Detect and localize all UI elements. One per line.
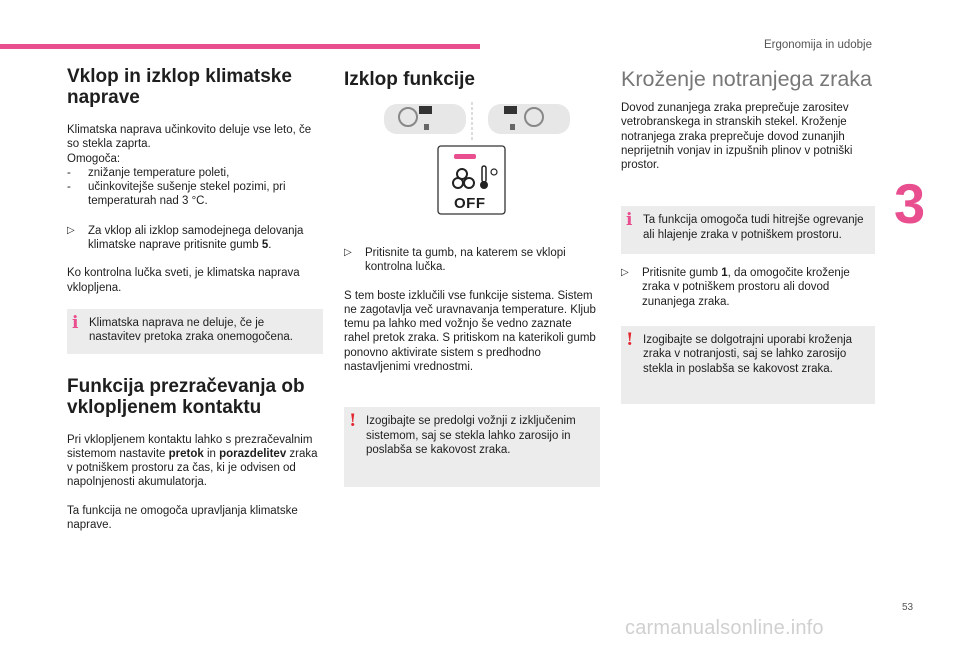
warning-note: ! Izogibajte se predolgi vožnji z izključenim sistemom, saj se stekla lahko zarosijo in poslabša se kakovost zraka.: [344, 407, 600, 487]
section-header: Ergonomija in udobje: [763, 39, 872, 51]
page-number: 53: [902, 602, 914, 613]
option-item: - učinkovitejše sušenje stekel pozimi, pri temperaturah nad 3 °C.: [67, 181, 286, 208]
ventilation-text: Pri vklopljenem kontaktu lahko s prezračevalnim sistemom nastavite pretok in porazdelitev zraka v potniškem prostoru za čas, ki je odvisen od napolnjenosti akumulatorja.: [67, 433, 318, 489]
off-button-label: OFF: [454, 195, 486, 212]
column-function-off: [344, 66, 600, 487]
option-item: - znižanje temperature poleti,: [67, 166, 230, 179]
arrow-bullet-icon: ▷: [344, 247, 352, 258]
header-accent-bar: [0, 44, 480, 49]
arrow-bullet-icon: ▷: [67, 224, 75, 236]
warning-icon: !: [349, 411, 357, 432]
arrow-bullet-icon: ▷: [621, 267, 629, 279]
info-note: i Klimatska naprava ne deluje, če je nastavitev pretoka zraka onemogočena.: [67, 309, 323, 354]
control-panel-illustration: [344, 102, 600, 222]
info-note: i Ta funkcija omogoča tudi hitrejše ogrevanje ali hlajenje zraka v potniškem prostoru.: [621, 206, 875, 254]
watermark: carmanualsonline.info: [625, 617, 824, 639]
info-icon: i: [72, 312, 79, 333]
ac-intro: Klimatska naprava učinkovito deluje vse leto, če so stekla zaprta.: [67, 124, 312, 151]
heading-ventilation: Funkcija prezračevanja ob vklopljenem kontaktu: [67, 375, 305, 418]
column-ac-on-off: [67, 66, 323, 532]
ac-auto-bullet: ▷ Za vklop ali izklop samodejnega delovanja klimatske naprave pritisnite gumb 5.: [67, 224, 304, 252]
recirculation-intro: Dovod zunanjega zraka preprečuje zarositev vetrobranskega in stranskih stekel. Kroženje notranjega zraka preprečuje dovod zunanjih neprijetnih vonjav in izpušnih plinov v potniški prostor.: [621, 102, 853, 172]
ventilation-note: Ta funkcija ne omogoča upravljanja klimatske naprave.: [67, 504, 298, 532]
heading-recirculation: Kroženje notranjega zraka: [621, 67, 872, 91]
heading-ac-on-off: Vklop in izklop klimatske naprave: [67, 66, 292, 108]
recirculation-bullet: ▷ Pritisnite gumb 1, da omogočite kroženje zraka v potniškem prostoru ali dovod zunanjega zraka.: [621, 267, 850, 308]
off-button-bullet: ▷ Pritisnite ta gumb, na katerem se vklopi kontrolna lučka.: [344, 247, 566, 274]
warning-note: ! Izogibajte se dolgotrajni uporabi kroženja zraka v notranjosti, saj se lahko zarosijo stekla in poslabša se kakovost zraka.: [621, 326, 875, 404]
heading-function-off: Izklop funkcije: [344, 69, 475, 90]
info-icon: i: [626, 210, 633, 231]
function-off-text: S tem boste izklučili vse funkcije sistema. Sistem ne zagotavlja več uravnavanja temperature. Kljub temu pa lahko med vožnjo še vedno zaznate rahel pretok zraka. S pritiskom na katerikoli gumb ponovno aktivirate sistem s predhodno nastavljenimi vrednostmi.: [344, 289, 596, 374]
lamp-text: Ko kontrolna lučka sveti, je klimatska naprava vklopljena.: [67, 267, 300, 294]
chapter-number: 3: [894, 172, 926, 235]
options-label: Omogoča:: [67, 152, 121, 165]
warning-icon: !: [626, 329, 634, 350]
column-recirculation: [621, 66, 875, 404]
